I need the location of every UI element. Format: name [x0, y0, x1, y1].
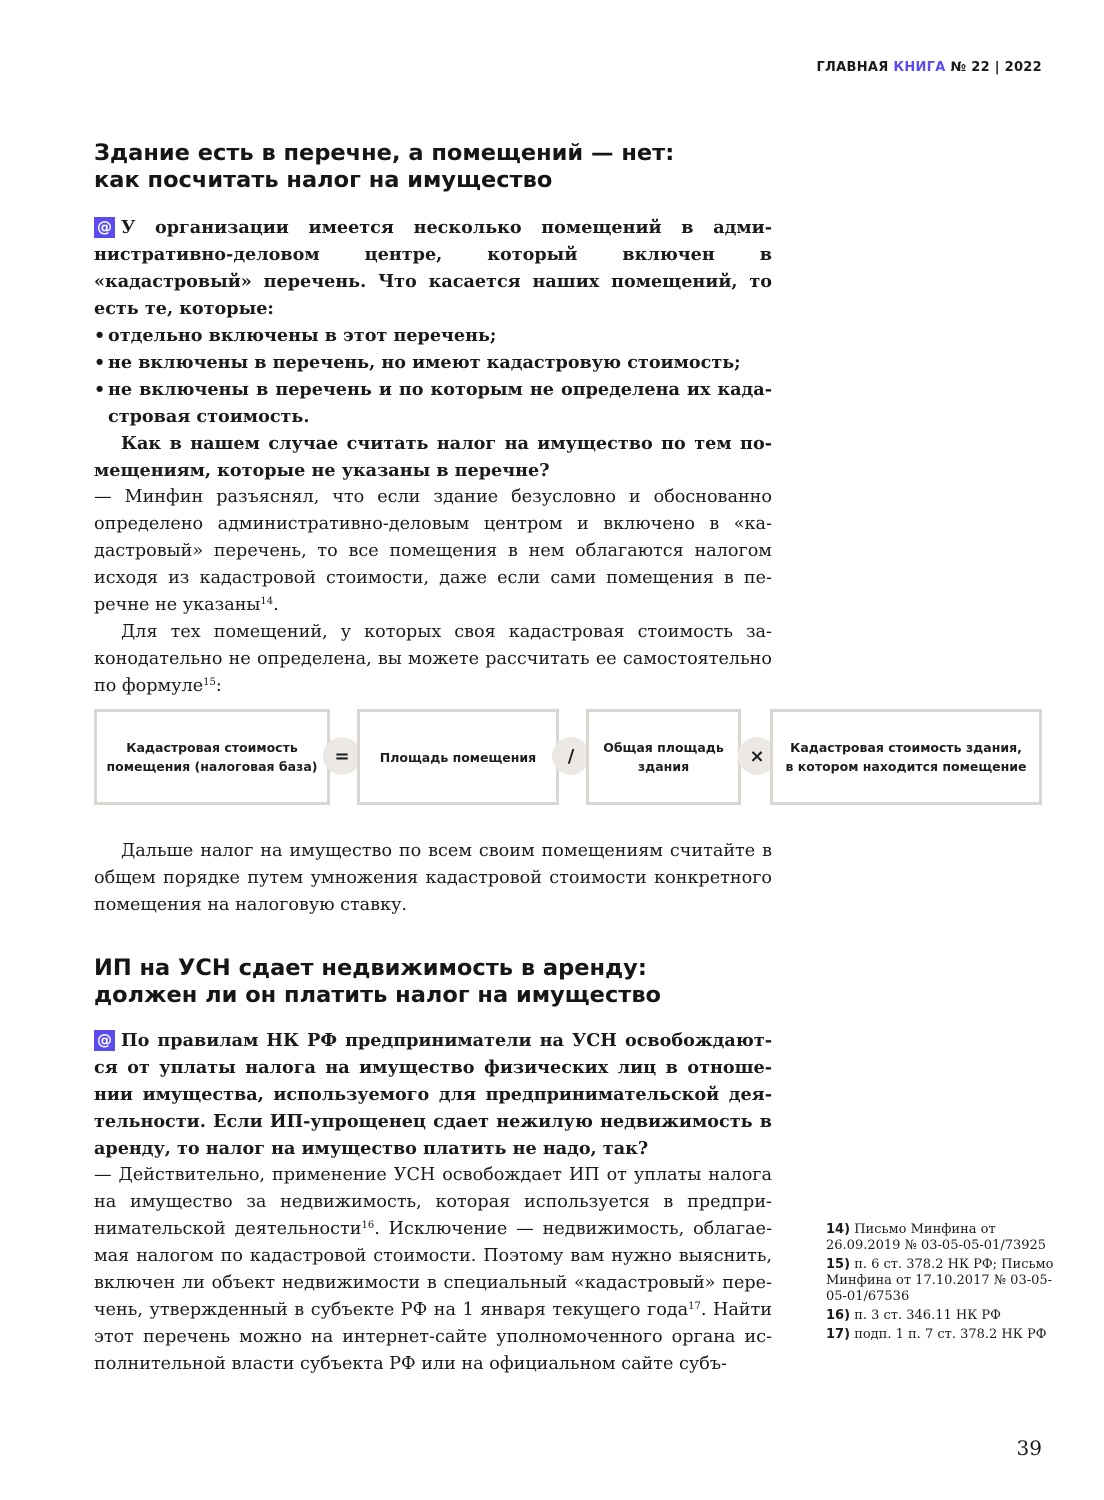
- footnote-15: [826, 1257, 1056, 1305]
- footnote-num: 15): [826, 1257, 851, 1272]
- formula-box3-line1: Общая площадь: [603, 740, 724, 755]
- question-intro-text: У организации имеется несколько помещений в административно-деловом центре, который включен в «кадастровый» перечень. Что касается наших помещений, то есть те, которые:: [94, 217, 772, 319]
- answer-paragraph-2: [94, 619, 772, 700]
- question-intro: [94, 214, 772, 322]
- footnote-num: 17): [826, 1327, 851, 1342]
- formula-box-room-area: [357, 709, 559, 805]
- answer-2a: — Действительно, применение УСН освобождает ИП от уплаты налога на имущество за недвижимость, которая используется в предпринимательской деятельности: [94, 1165, 772, 1239]
- section2-title-line2: должен ли он платить налог на имущество: [94, 982, 662, 1008]
- footnotes: [826, 1222, 1056, 1346]
- footnote-ref-14: 14: [260, 596, 274, 607]
- footnote-text: п. 6 ст. 378.2 НК РФ; Письмо Минфина от 17.10.2017 № 03-05-05-01/67536: [826, 1257, 1054, 1304]
- answer-2: [94, 1162, 772, 1378]
- formula-box-building-cost: [770, 709, 1042, 805]
- section1-title: [94, 140, 772, 194]
- brand-part2: КНИГА: [893, 60, 946, 75]
- question-end: Как в нашем случае считать налог на имущество по тем помещениям, которые не указаны в перечне?: [94, 433, 772, 481]
- equals-operator: =: [323, 737, 361, 775]
- bullet-item: • не включены в перечень, но имеют кадастровую стоимость;: [94, 349, 772, 376]
- formula-box-tax-base: [94, 709, 330, 805]
- answer-p1-text: — Минфин разъяснял, что если здание безусловно и обоснованно определено административно-деловым центром и включено в «кадастровый» перечень, то все помещения в нем облагаются налогом исходя из кадастровой стоимости, даже если сами помещения в перечне не указаны: [94, 487, 772, 615]
- issue-number: № 22 | 2022: [950, 60, 1042, 75]
- section1-title-line1: Здание есть в перечне, а помещений — нет:: [94, 140, 675, 166]
- section1-title-line2: как посчитать налог на имущество: [94, 167, 553, 193]
- footnote-text: подп. 1 п. 7 ст. 378.2 НК РФ: [854, 1327, 1047, 1342]
- footnote-ref-16: 16: [361, 1220, 375, 1231]
- question-2-text: По правилам НК РФ предприниматели на УСН освобождаются от уплаты налога на имущество физических лиц в отношении имущества, используемого для предпринимательской деятельности. Если ИП-упрощенец сдает нежилую недвижимость в аренду, то налог на имущество платить не надо, так?: [94, 1030, 772, 1159]
- footnote-ref-15: 15: [203, 677, 216, 688]
- formula-box2-text: Площадь помещения: [379, 749, 537, 765]
- footnote-text: Письмо Минфина от 26.09.2019 № 03-05-05-01/73925: [826, 1222, 1047, 1253]
- at-icon: @: [94, 217, 115, 238]
- divide-operator: /: [552, 737, 590, 775]
- answer-2c: . Найти этот перечень можно на интернет-сайте уполномоченного органа исполнительной власти субъекта РФ или на официальном сайте субъ-: [94, 1300, 772, 1374]
- formula-box3-line2: здания: [637, 759, 690, 774]
- formula-box-building-area: [586, 709, 741, 805]
- answer-p2-text: Для тех помещений, у которых своя кадастровая стоимость законодательно не определена, вы можете рассчитать ее самостоятельно по формуле: [94, 622, 772, 696]
- footnote-num: 14): [826, 1222, 851, 1237]
- footnote-16: [826, 1308, 1056, 1324]
- formula-box1-line2: помещения (налоговая база): [106, 759, 318, 774]
- brand-part1: ГЛАВНАЯ: [816, 60, 889, 75]
- section2-title: [94, 955, 772, 1009]
- question-bullets: [94, 322, 772, 430]
- formula-diagram: [94, 709, 1042, 805]
- question-2: [94, 1027, 772, 1162]
- answer-p2-end: :: [215, 676, 222, 696]
- answer-2b: . Исключение — недвижимость, облагаемая налогом по кадастровой стоимости. Поэтому вам нужно выяснить, включен ли объект недвижимости в специальный «кадастровый» перечень, утвержденный в субъекте РФ на 1 января текущего года: [94, 1219, 773, 1320]
- footnote-num: 16): [826, 1308, 851, 1323]
- section2-body: [94, 1027, 772, 1378]
- answer-paragraph-1: [94, 484, 772, 619]
- section1-conclusion: [94, 838, 772, 919]
- section2-title-line1: ИП на УСН сдает недвижимость в аренду:: [94, 955, 647, 981]
- section1-body: [94, 214, 772, 700]
- bullet-item: • отдельно включены в этот перечень;: [94, 322, 772, 349]
- at-icon: @: [94, 1030, 115, 1051]
- formula-box4-line1: Кадастровая стоимость здания,: [790, 740, 1022, 755]
- footnote-14: [826, 1222, 1056, 1254]
- answer-paragraph-3: Дальше налог на имущество по всем своим помещениям считайте в общем порядке путем умножения кадастровой стоимости конкретного помещения на налоговую ставку.: [94, 841, 772, 915]
- bullet-item: • не включены в перечень и по которым не определена их кадастровая стоимость.: [94, 376, 772, 430]
- multiply-operator: ×: [738, 737, 776, 775]
- answer-p1-end: .: [273, 595, 279, 615]
- formula-box1-line1: Кадастровая стоимость: [126, 740, 298, 755]
- footnote-ref-17: 17: [688, 1301, 701, 1312]
- formula-box4-line2: в котором находится помещение: [785, 759, 1027, 774]
- page-number: 39: [1016, 1436, 1042, 1460]
- footnote-text: п. 3 ст. 346.11 НК РФ: [854, 1308, 1001, 1323]
- page-header: [816, 60, 1042, 75]
- footnote-17: [826, 1327, 1056, 1343]
